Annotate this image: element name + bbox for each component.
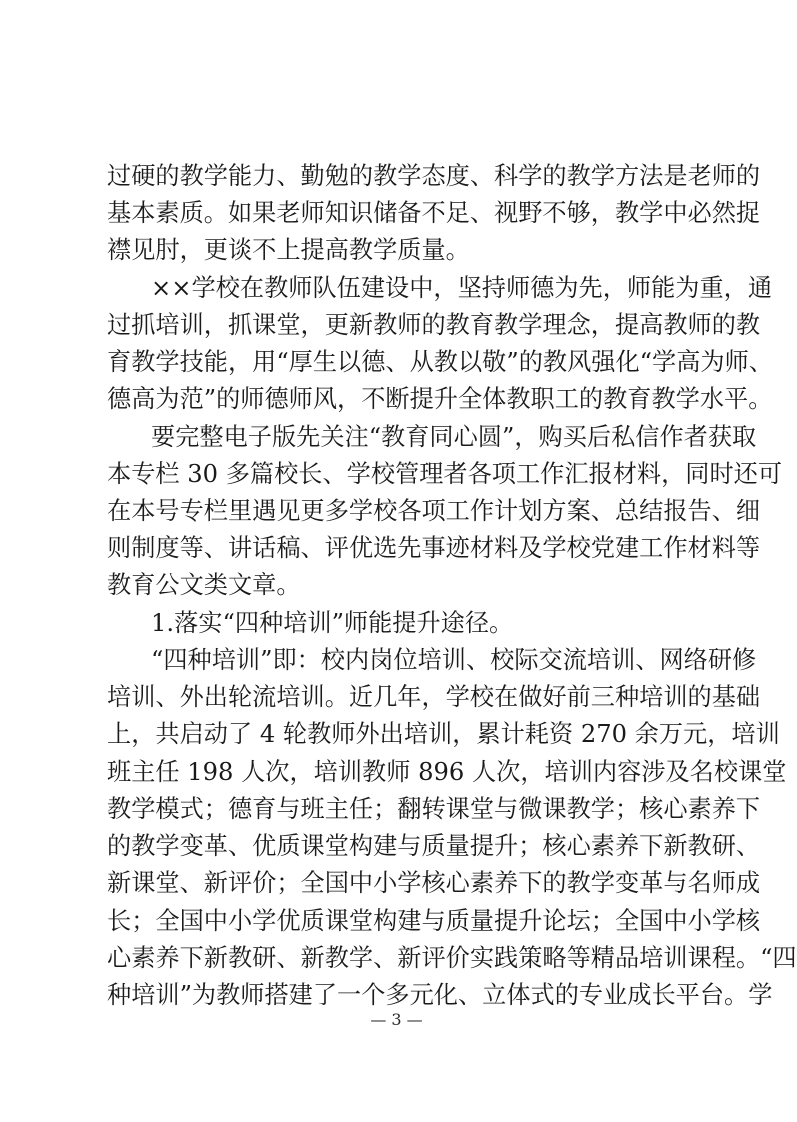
text-line: 上，共启动了 4 轮教师外出培训，累计耗资 270 余万元，培训 (107, 720, 780, 748)
page-number: — 3 — (370, 1010, 423, 1029)
text-line: 班主任 198 人次，培训教师 896 人次，培训内容涉及名校课堂 (107, 758, 787, 786)
text-line: 本专栏 30 多篇校长、学校管理者各项工作汇报材料，同时还可 (107, 460, 783, 488)
text-line: “四种培训”即：校内岗位培训、校际交流培训、网络研修 (151, 646, 757, 674)
text-line: 襟见肘，更谈不上提高教学质量。 (107, 236, 470, 264)
text-line: 的教学变革、优质课堂构建与质量提升；核心素养下新教研、 (107, 832, 761, 860)
text-line: 培训、外出轮流培训。近几年，学校在做好前三种培训的基础 (107, 683, 761, 711)
text-line: 教学模式；德育与班主任；翻转课堂与微课教学；核心素养下 (107, 795, 761, 823)
text-line: 育教学技能，用“厚生以德、从教以敬”的教风强化“学高为师、 (107, 348, 773, 376)
text-line: 教育公文类文章。 (107, 571, 301, 599)
text-line: 要完整电子版先关注“教育同心圆”，购买后私信作者获取 (151, 423, 757, 451)
text-line: 过硬的教学能力、勤勉的教学态度、科学的教学方法是老师的 (107, 162, 761, 190)
section-heading: 1.落实“四种培训”师能提升途径。 (151, 609, 514, 637)
text-line: 心素养下新教研、新教学、新评价实践策略等精品培训课程。“四 (107, 944, 797, 972)
text-line: ××学校在教师队伍建设中，坚持师德为先，师能为重，通 (151, 274, 773, 302)
text-line: 新课堂、新评价；全国中小学核心素养下的教学变革与名师成 (107, 869, 761, 897)
text-line: 在本号专栏里遇见更多学校各项工作计划方案、总结报告、细 (107, 497, 761, 525)
text-line: 基本素质。如果老师知识储备不足、视野不够，教学中必然捉 (107, 199, 761, 227)
text-line: 德高为范”的师德师风，不断提升全体教职工的教育教学水平。 (107, 385, 773, 413)
text-line: 长；全国中小学优质课堂构建与质量提升论坛；全国中小学核 (107, 907, 761, 935)
text-line: 过抓培训，抓课堂，更新教师的教育教学理念，提高教师的教 (107, 311, 761, 339)
text-line: 则制度等、讲话稿、评优选先事迹材料及学校党建工作材料等 (107, 534, 761, 562)
text-line: 种培训”为教师搭建了一个多元化、立体式的专业成长平台。学 (107, 981, 773, 1009)
